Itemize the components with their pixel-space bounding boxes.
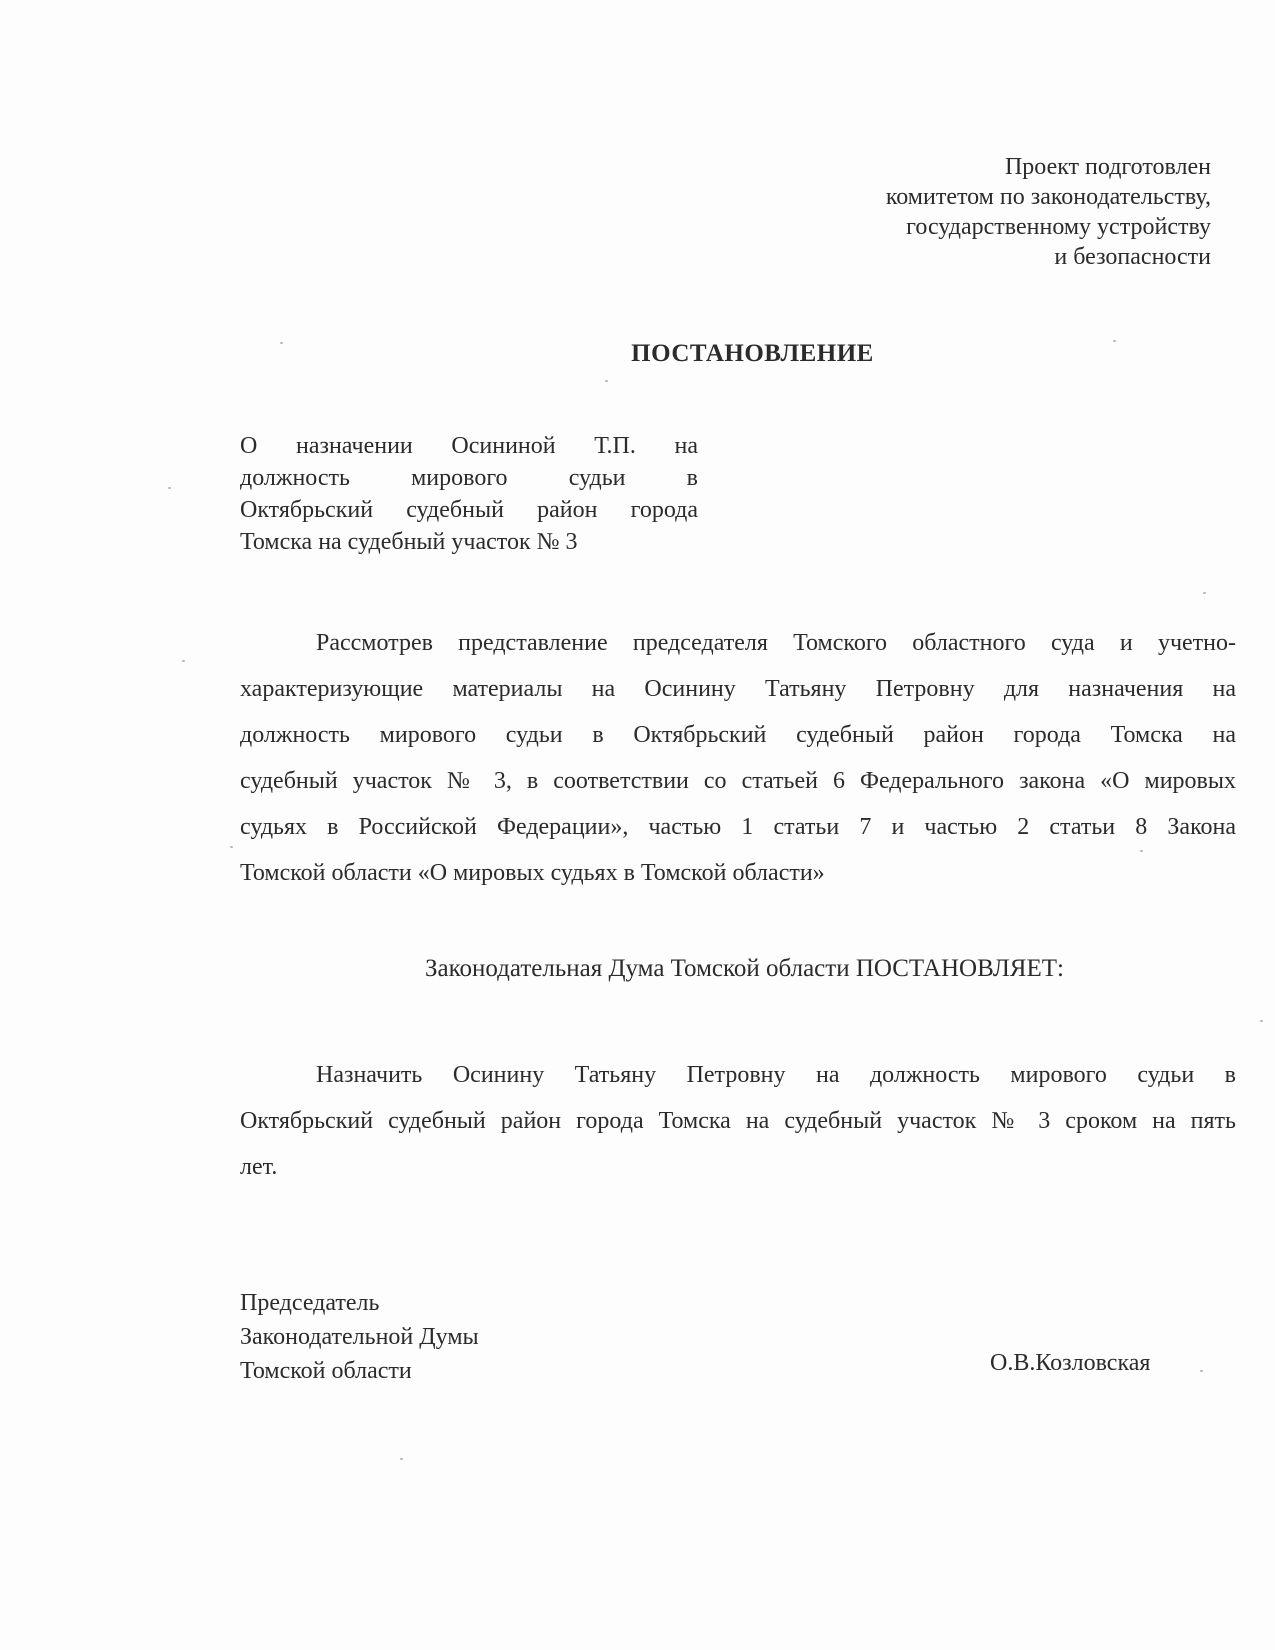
prepared-by-line: и безопасности — [1054, 244, 1211, 270]
scan-speck — [1113, 340, 1116, 342]
scan-speck — [1203, 592, 1206, 594]
subject-line: Томска на судебный участок № 3 — [240, 529, 578, 555]
prepared-by-line: государственному устройству — [906, 214, 1211, 240]
scan-speck — [1200, 1370, 1203, 1372]
signatory-position-line: Председатель — [240, 1290, 380, 1316]
preamble-line: Томской области «О мировых судьях в Томской области» — [240, 860, 825, 886]
document-title-text: ПОСТАНОВЛЕНИЕ — [631, 340, 874, 367]
subject-line: О назначении Осининой Т.П. на — [240, 433, 698, 459]
decision-line: лет. — [240, 1154, 278, 1180]
signatory-position — [240, 1286, 479, 1388]
signatory-name: О.В.Козловская — [990, 1350, 1151, 1376]
scan-speck — [280, 342, 283, 344]
scan-speck — [168, 487, 171, 489]
subject-line: Октябрьский судебный район города — [240, 497, 698, 523]
scan-speck — [182, 660, 185, 662]
preamble-line: судьях в Российской Федерации», частью 1 статьи 7 и частью 2 статьи 8 Закона — [240, 814, 1236, 840]
decision-line: Октябрьский судебный район города Томска на судебный участок № 3 сроком на пять — [240, 1108, 1236, 1134]
scan-speck — [605, 380, 608, 382]
decision-line: Назначить Осинину Татьяну Петровну на должность мирового судьи в — [316, 1062, 1236, 1088]
scan-speck — [1260, 1020, 1263, 1022]
signatory-position-line: Томской области — [240, 1358, 412, 1384]
prepared-by-line: Проект подготовлен — [1004, 154, 1211, 180]
decision-paragraph — [240, 1052, 1236, 1190]
signatory-position-line: Законодательной Думы — [240, 1324, 479, 1350]
resolution-subject — [240, 430, 698, 558]
scan-speck — [230, 846, 233, 848]
resolves-statement: Законодательная Дума Томской области ПОСТАНОВЛЯЕТ: — [425, 955, 1064, 982]
preamble-line: судебный участок № 3, в соответствии со статьей 6 Федерального закона «О мировых — [240, 768, 1236, 794]
prepared-by-block — [691, 152, 1211, 272]
scan-speck — [1140, 850, 1143, 852]
prepared-by-line: комитетом по законодательству, — [885, 184, 1211, 210]
scan-speck — [400, 1458, 403, 1460]
preamble-line: характеризующие материалы на Осинину Татьяну Петровну для назначения на — [240, 676, 1236, 702]
preamble-line: должность мирового судьи в Октябрьский судебный район города Томска на — [240, 722, 1236, 748]
preamble-paragraph — [240, 620, 1236, 896]
document-title — [0, 340, 1275, 368]
preamble-line: Рассмотрев представление председателя Томского областного суда и учетно- — [316, 630, 1236, 656]
subject-line: должность мирового судьи в — [240, 465, 698, 491]
